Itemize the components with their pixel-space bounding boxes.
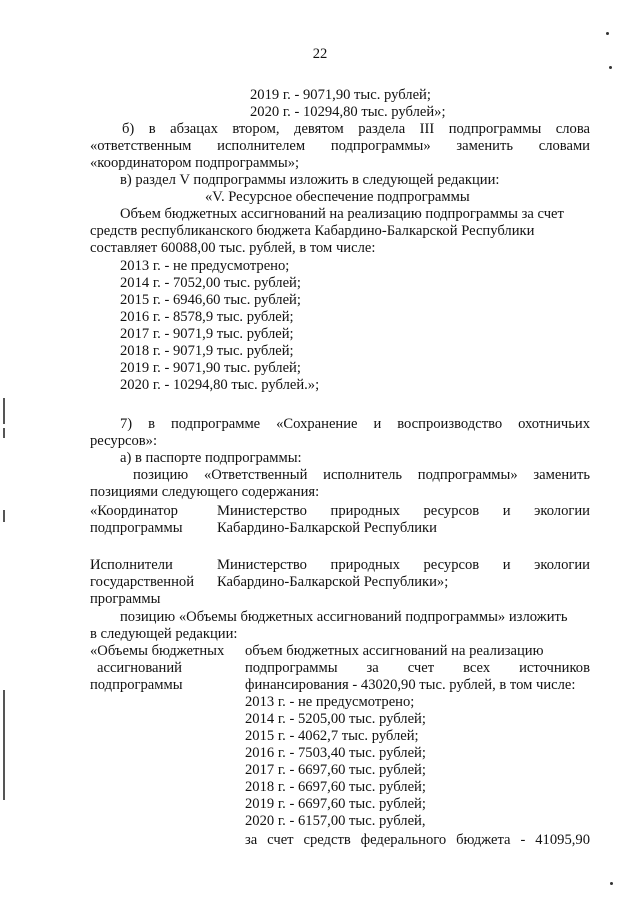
list-item: 2018 г. - 6697,60 тыс. рублей; xyxy=(245,779,426,795)
list-item: 2015 г. - 4062,7 тыс. рублей; xyxy=(245,728,419,744)
list-item: 2018 г. - 9071,9 тыс. рублей; xyxy=(120,343,294,359)
text-line: составляет 60088,00 тыс. рублей, в том числе: xyxy=(90,240,376,256)
list-item: 2014 г. - 7052,00 тыс. рублей; xyxy=(120,275,301,291)
text-line: в) раздел V подпрограммы изложить в следующей редакции: xyxy=(120,172,500,188)
table-cell: ассигнований xyxy=(97,660,182,676)
text-line: «координатором подпрограммы»; xyxy=(90,155,300,171)
text-line: 7) в подпрограмме «Сохранение и воспроизводство охотничьих xyxy=(120,416,590,432)
table-cell: Исполнители xyxy=(90,557,173,573)
table-cell: подпрограммы xyxy=(90,677,183,693)
table-cell: «Объемы бюджетных xyxy=(90,643,225,659)
list-item: 2016 г. - 8578,9 тыс. рублей; xyxy=(120,309,294,325)
list-item: 2016 г. - 7503,40 тыс. рублей; xyxy=(245,745,426,761)
scan-artifact xyxy=(3,690,5,800)
text-line: Объем бюджетных ассигнований на реализацию подпрограммы за счет xyxy=(120,206,564,222)
section-heading: «V. Ресурсное обеспечение подпрограммы xyxy=(205,189,470,205)
table-cell: Министерство природных ресурсов и экологии xyxy=(217,503,590,519)
list-item: 2020 г. - 6157,00 тыс. рублей, xyxy=(245,813,426,829)
table-cell: подпрограммы xyxy=(90,520,183,536)
text-line: 2019 г. - 9071,90 тыс. рублей; xyxy=(250,87,431,103)
table-cell: финансирования - 43020,90 тыс. рублей, в том числе: xyxy=(245,677,576,693)
scan-artifact xyxy=(610,882,613,885)
page-number: 22 xyxy=(312,46,328,62)
list-item: 2013 г. - не предусмотрено; xyxy=(120,258,290,274)
text-line: позицию «Ответственный исполнитель подпрограммы» заменить xyxy=(133,467,590,483)
scan-artifact xyxy=(3,398,5,424)
scan-artifact xyxy=(3,510,5,522)
table-cell: Кабардино-Балкарской Республики»; xyxy=(217,574,449,590)
text-line: ресурсов»: xyxy=(90,433,158,449)
list-item: 2017 г. - 6697,60 тыс. рублей; xyxy=(245,762,426,778)
scan-artifact xyxy=(606,32,609,35)
scan-artifact xyxy=(3,428,5,438)
table-cell: Министерство природных ресурсов и экологии xyxy=(217,557,590,573)
list-item: 2020 г. - 10294,80 тыс. рублей.»; xyxy=(120,377,320,393)
table-cell: «Координатор xyxy=(90,503,178,519)
list-item: 2013 г. - не предусмотрено; xyxy=(245,694,415,710)
text-line: «ответственным исполнителем подпрограммы» заменить словами xyxy=(90,138,590,154)
table-cell: Кабардино-Балкарской Республики xyxy=(217,520,437,536)
list-item: 2019 г. - 6697,60 тыс. рублей; xyxy=(245,796,426,812)
text-line: а) в паспорте подпрограммы: xyxy=(120,450,302,466)
table-cell: государственной xyxy=(90,574,195,590)
table-cell: программы xyxy=(90,591,161,607)
text-line: позициями следующего содержания: xyxy=(90,484,320,500)
list-item: 2017 г. - 9071,9 тыс. рублей; xyxy=(120,326,294,342)
text-line: 2020 г. - 10294,80 тыс. рублей»; xyxy=(250,104,446,120)
list-item: 2014 г. - 5205,00 тыс. рублей; xyxy=(245,711,426,727)
text-line: б) в абзацах втором, девятом раздела III подпрограммы слова xyxy=(122,121,590,137)
table-cell: подпрограммы за счет всех источников xyxy=(245,660,590,676)
table-cell: за счет средств федерального бюджета - 41095,90 xyxy=(245,832,590,848)
table-cell: объем бюджетных ассигнований на реализацию xyxy=(245,643,544,659)
text-line: в следующей редакции: xyxy=(90,626,238,642)
list-item: 2015 г. - 6946,60 тыс. рублей; xyxy=(120,292,301,308)
scan-artifact xyxy=(609,66,612,69)
text-line: средств республиканского бюджета Кабардино-Балкарской Республики xyxy=(90,223,535,239)
list-item: 2019 г. - 9071,90 тыс. рублей; xyxy=(120,360,301,376)
text-line: позицию «Объемы бюджетных ассигнований подпрограммы» изложить xyxy=(120,609,568,625)
